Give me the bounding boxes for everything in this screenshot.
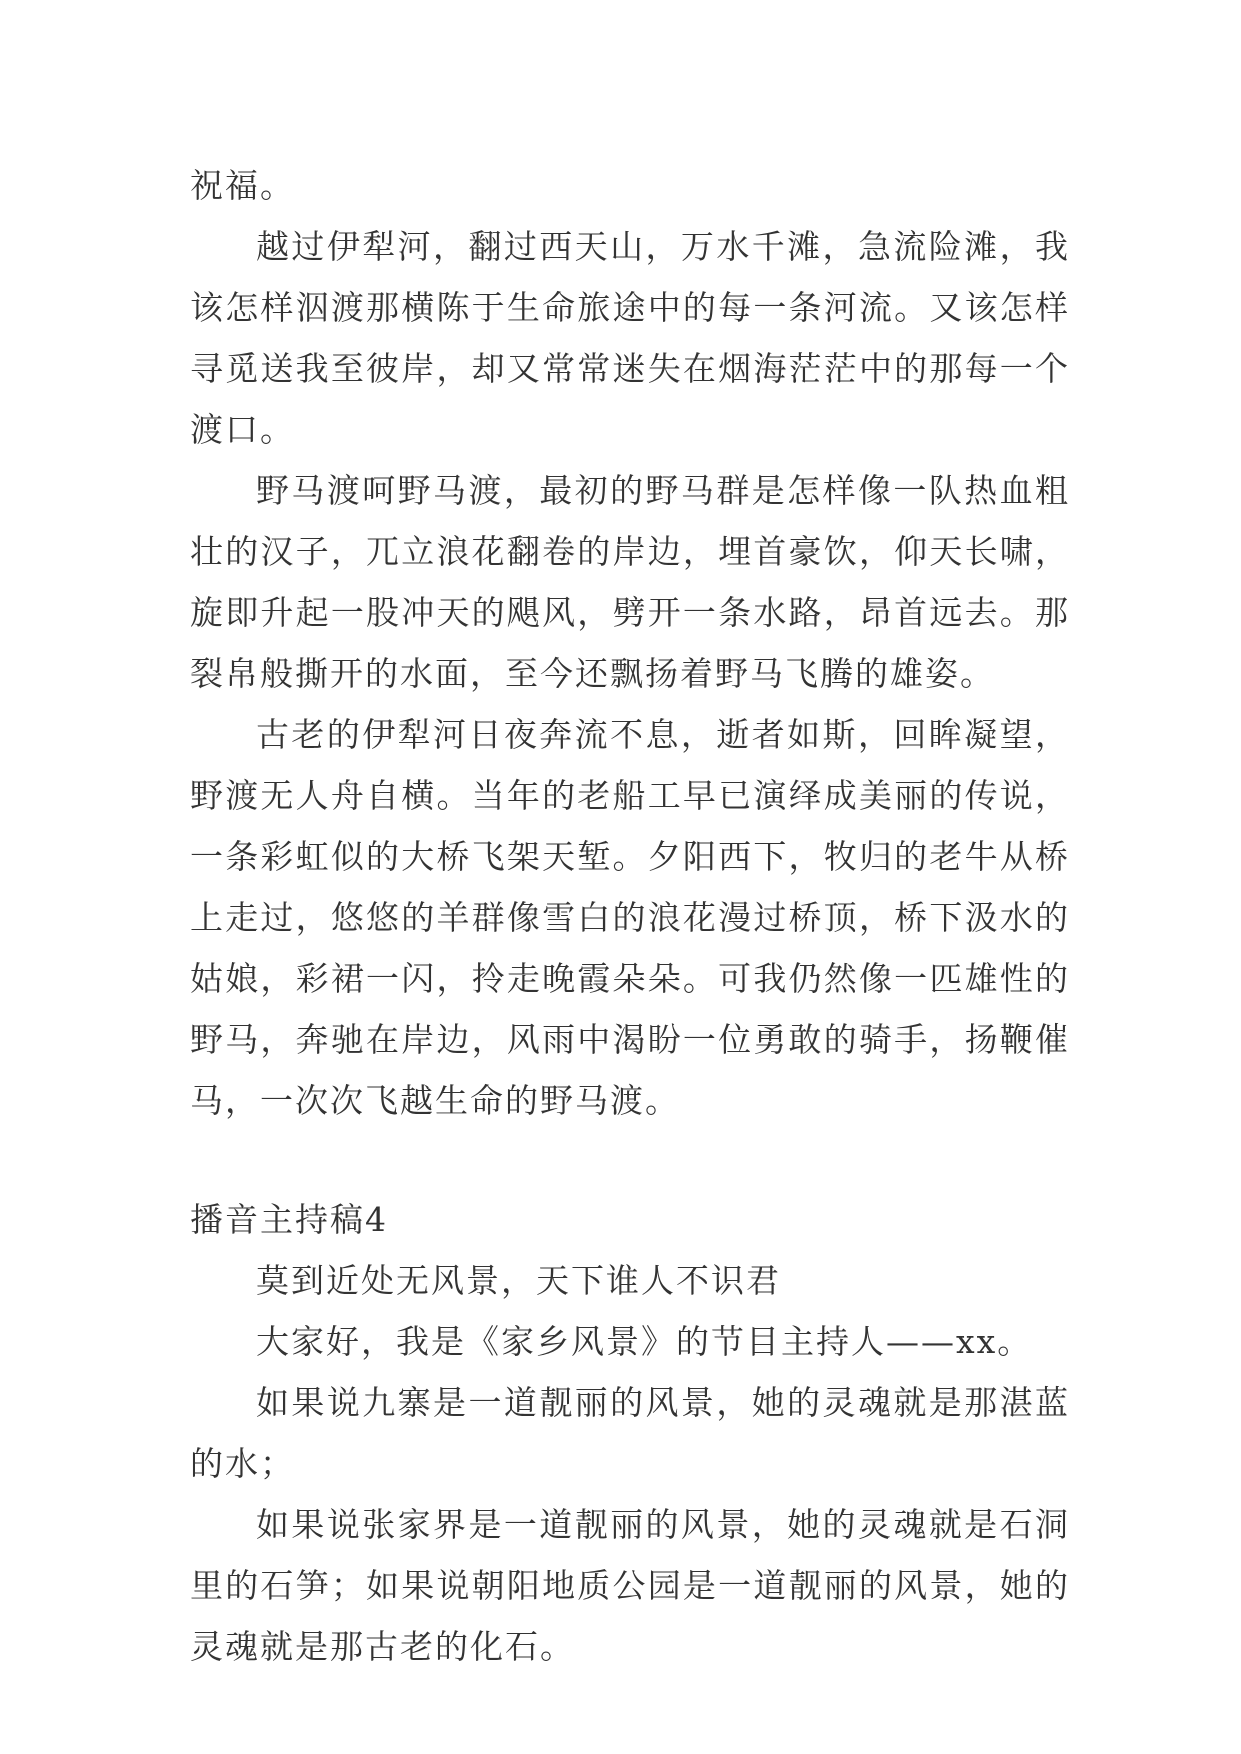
paragraph-4: 古老的伊犁河日夜奔流不息，逝者如斯，回眸凝望，野渡无人舟自横。当年的老船工早已演绎成美丽的传说，一条彩虹似的大桥飞架天堑。夕阳西下，牧归的老牛从桥上走过，悠悠的羊群像雪白的浪花漫过桥顶，桥下汲水的姑娘，彩裙一闪，拎走晚霞朵朵。可我仍然像一匹雄性的野马，奔驰在岸边，风雨中渴盼一位勇敢的骑手，扬鞭催马，一次次飞越生命的野马渡。 (190, 715, 1070, 1120)
section-heading: 播音主持稿4 (190, 1200, 388, 1239)
paragraph-3: 野马渡呵野马渡，最初的野马群是怎样像一队热血粗壮的汉子，兀立浪花翻卷的岸边，埋首豪饮，仰天长啸，旋即升起一股冲天的飓风，劈开一条水路，昂首远去。那裂帛般撕开的水面，至今还飘扬着野马飞腾的雄姿。 (190, 471, 1070, 693)
document-body (190, 155, 1070, 1677)
paragraph-2: 越过伊犁河，翻过西天山，万水千滩，急流险滩，我该怎样泅渡那横陈于生命旅途中的每一条河流。又该怎样寻觅送我至彼岸，却又常常迷失在烟海茫茫中的那每一个渡口。 (190, 227, 1070, 449)
paragraph-1: 祝福。 (190, 166, 295, 205)
paragraph-6: 大家好，我是《家乡风景》的节目主持人——xx。 (256, 1322, 1033, 1361)
paragraph-8: 如果说张家界是一道靓丽的风景，她的灵魂就是石洞里的石笋；如果说朝阳地质公园是一道靓丽的风景，她的灵魂就是那古老的化石。 (190, 1505, 1070, 1666)
paragraph-5: 莫到近处无风景，天下谁人不识君 (256, 1261, 781, 1300)
paragraph-7: 如果说九寨是一道靓丽的风景，她的灵魂就是那湛蓝的水； (190, 1383, 1070, 1483)
